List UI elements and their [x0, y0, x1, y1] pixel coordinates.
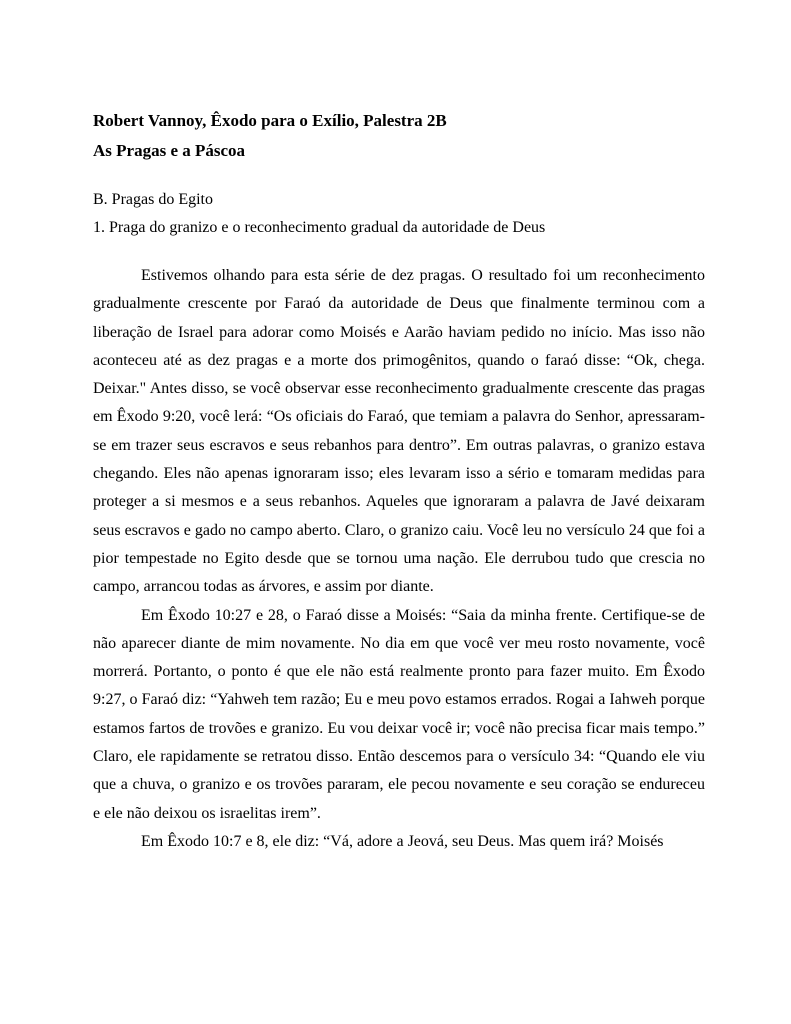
subsection-heading: 1. Praga do granizo e o reconhecimento gradual da autoridade de Deus [93, 219, 546, 236]
body-paragraph-2: Em Êxodo 10:27 e 28, o Faraó disse a Moisés: “Saia da minha frente. Certifique-se de não aparecer diante de mim novamente. No dia em que você ver meu rosto novamente, você morrerá. Portanto, o ponto é que ele não está realmente pronto para fazer muito. Em Êxodo 9:27, o Faraó diz: “Yahweh tem razão; Eu e meu povo estamos errados. Rogai a Iahweh porque estamos fartos de trovões e granizo. Eu vou deixar você ir; você não precisa ficar mais tempo.” Claro, ele rapidamente se retratou disso. Então descemos para o versículo 34: “Quando ele viu que a chuva, o granizo e os trovões pararam, ele pecou novamente e seu coração se endureceu e ele não deixou os israelitas irem”. [93, 606, 705, 822]
document-content [93, 106, 705, 856]
body-paragraph-1: Estivemos olhando para esta série de dez pragas. O resultado foi um reconhecimento gradualmente crescente por Faraó da autoridade de Deus que finalmente terminou com a liberação de Israel para adorar como Moisés e Aarão haviam pedido no início. Mas isso não aconteceu até as dez pragas e a morte dos primogênitos, quando o faraó disse: “Ok, chega. Deixar." Antes disso, se você observar esse reconhecimento gradualmente crescente das pragas em Êxodo 9:20, você lerá: “Os oficiais do Faraó, que temiam a palavra do Senhor, apressaram-se em trazer seus escravos e seus rebanhos para dentro”. Em outras palavras, o granizo estava chegando. Eles não apenas ignoraram isso; eles levaram isso a sério e tomaram medidas para proteger a si mesmos e a seus rebanhos. Aqueles que ignoraram a palavra de Javé deixaram seus escravos e gado no campo aberto. Claro, o granizo caiu. Você leu no versículo 24 que foi a pior tempestade no Egito desde que se tornou uma nação. Ele derrubou tudo que crescia no campo, arrancou todas as árvores, e assim por diante. [93, 267, 705, 596]
section-heading: B. Pragas do Egito [93, 191, 213, 208]
lecture-title: Robert Vannoy, Êxodo para o Exílio, Palestra 2B [93, 111, 447, 130]
body-paragraph-3: Em Êxodo 10:7 e 8, ele diz: “Vá, adore a Jeová, seu Deus. Mas quem irá? Moisés [141, 832, 664, 850]
lecture-subtitle: As Pragas e a Páscoa [93, 141, 246, 160]
